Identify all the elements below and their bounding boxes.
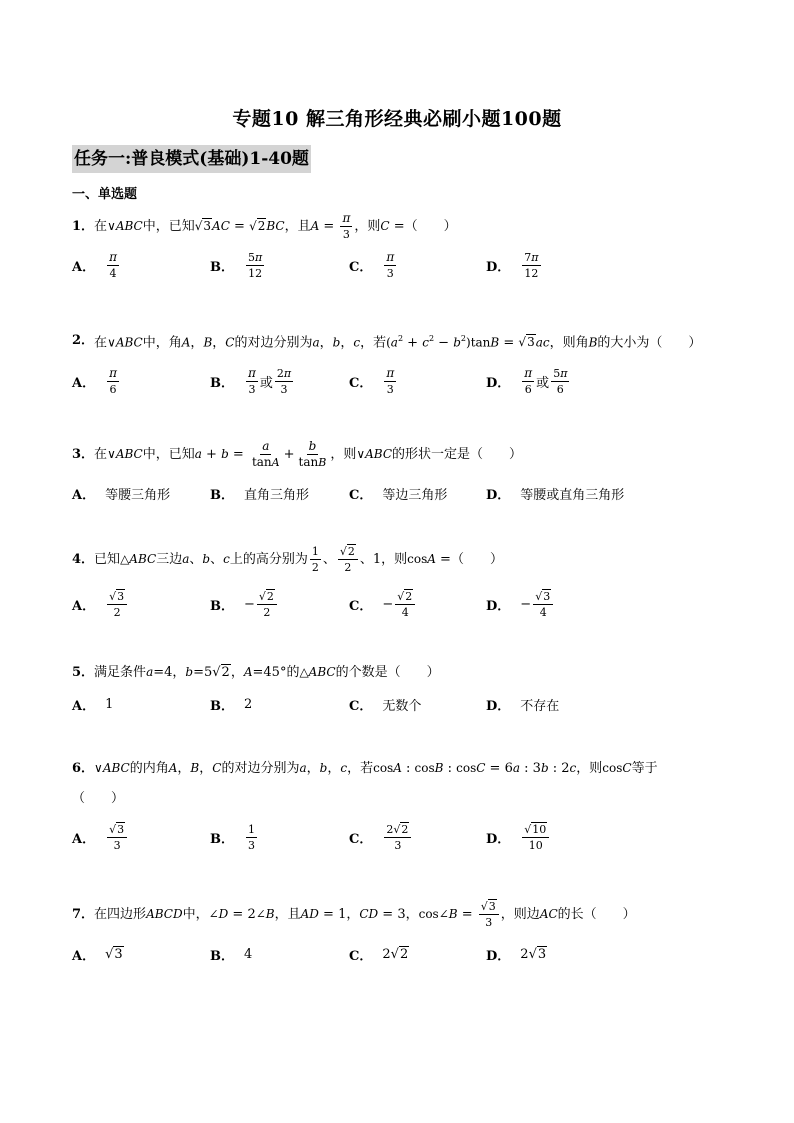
question-1 — [72, 212, 722, 241]
options-3 — [72, 478, 722, 508]
options-7 — [72, 939, 722, 969]
option-a[interactable]: A． √3 — [72, 946, 123, 964]
options-2 — [72, 366, 722, 396]
question-7 — [72, 900, 722, 929]
option-a[interactable]: A． $\frac{\pi}{6}$ — [72, 365, 117, 396]
option-d[interactable]: D． 不存在 — [486, 698, 560, 714]
option-d[interactable]: D． 2 √3 — [486, 946, 547, 964]
options-4 — [72, 589, 722, 619]
page-title: 专题10 解三角形经典必刷小题100题 — [232, 108, 562, 130]
question-number: 5． — [72, 664, 95, 680]
options-6 — [72, 822, 722, 852]
option-c[interactable]: C． $\frac{\pi}{3}$ — [349, 365, 395, 396]
option-c[interactable]: C． $\frac{2√2}{3}$ — [349, 822, 413, 852]
option-d[interactable]: D． $\frac{7\pi}{12}$ — [486, 250, 539, 280]
option-d[interactable]: D． 等腰或直角三角形 — [486, 487, 625, 503]
option-b[interactable]: B． $\frac{1}{3}$ — [210, 822, 255, 852]
question-stem: 已知△ABC三边a、b、c上的高分别为 $\frac{1}{2}$ 、 $\frac{√2}{2}$ 、1，则cosA =（ ） — [94, 545, 503, 574]
option-b[interactable]: B． − $\frac{√2}{2}$ — [210, 589, 279, 619]
option-c[interactable]: C． − $\frac{√2}{4}$ — [349, 589, 417, 619]
option-b[interactable]: B． $\frac{5\pi}{12}$ — [210, 250, 263, 280]
option-b[interactable]: B． $\frac{\pi}{3}$ 或 $\frac{2\pi}{3}$ — [210, 365, 292, 396]
option-c[interactable]: C． $\frac{\pi}{3}$ — [349, 249, 395, 280]
question-2 — [72, 330, 722, 352]
question-number: 2． — [72, 333, 95, 349]
question-number: 7． — [72, 906, 95, 922]
option-c[interactable]: C． 等边三角形 — [349, 487, 448, 503]
question-number: 4． — [72, 551, 95, 567]
question-stem: 满足条件a=4，b=5√2，A=45°的△ABC的个数是（ ） — [94, 665, 440, 680]
option-a[interactable]: A． 等腰三角形 — [72, 487, 171, 503]
question-5 — [72, 663, 722, 682]
option-b[interactable]: B． 2 — [210, 696, 253, 714]
option-a[interactable]: A． $\frac{√3}{2}$ — [72, 589, 129, 619]
question-6 — [72, 759, 722, 808]
options-1 — [72, 250, 722, 280]
question-stem-continued: （ ） — [72, 791, 125, 806]
option-d[interactable]: D． $\frac{√10}{10}$ — [486, 822, 551, 852]
question-stem: 在∨ABC中，角A，B，C的对边分别为a，b，c，若$(a^2 + c^2 - b^2)\tan B = √3ac$，则角B的大小为（ ） — [94, 334, 702, 351]
question-stem: 在四边形ABCD中，∠D = 2∠B，且AD = 1，CD = 3，cos∠B = $\frac{√3}{3}$ ，则边AC的长（ ） — [94, 900, 636, 929]
options-5 — [72, 689, 722, 719]
question-stem: 在∨ABC中，已知a + b = $\frac{a}{\tan A}$ + $\frac{b}{\tan B}$ ，则∨ABC的形状一定是（ ） — [94, 439, 523, 469]
question-stem: 在∨ABC中，已知√3AC = √2BC，且A = $\frac{\pi}{3}$ ，则C =（ ） — [94, 211, 457, 241]
task-heading: 任务一:普良模式(基础)1-40题 — [72, 145, 311, 173]
option-a[interactable]: A． $\frac{\pi}{4}$ — [72, 249, 117, 280]
option-b[interactable]: B． 直角三角形 — [210, 487, 310, 503]
section-heading: 一、单选题 — [72, 187, 138, 202]
option-d[interactable]: D． − $\frac{√3}{4}$ — [486, 589, 555, 619]
question-3 — [72, 440, 722, 469]
option-d[interactable]: D． $\frac{\pi}{6}$ 或 $\frac{5\pi}{6}$ — [486, 365, 568, 396]
question-number: 3． — [72, 446, 95, 462]
option-c[interactable]: C． 无数个 — [349, 698, 422, 714]
question-number: 6． — [72, 760, 95, 776]
option-b[interactable]: B． 4 — [210, 946, 253, 964]
option-a[interactable]: A． $\frac{√3}{3}$ — [72, 822, 129, 852]
question-4 — [72, 545, 722, 574]
option-c[interactable]: C． 2 √2 — [349, 946, 409, 964]
question-stem: ∨ABC的内角A，B，C的对边分别为a，b，c，若cosA : cosB : cosC = 6a : 3b : 2c，则cosC等于 — [94, 761, 658, 776]
option-a[interactable]: A． 1 — [72, 696, 114, 714]
question-number: 1． — [72, 218, 95, 234]
